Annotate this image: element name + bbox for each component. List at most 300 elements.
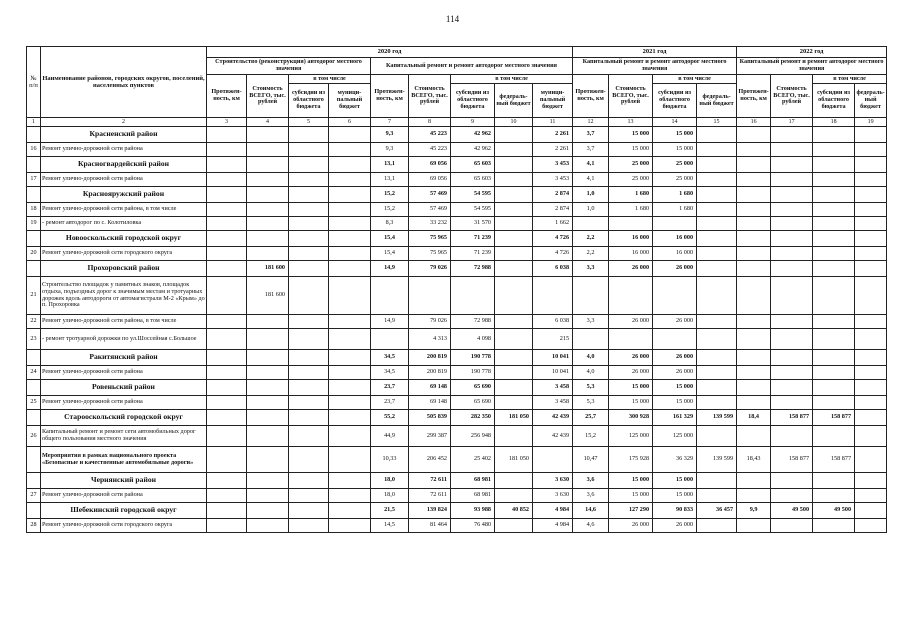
value-cell bbox=[855, 203, 887, 217]
value-cell bbox=[697, 157, 737, 173]
value-cell bbox=[495, 380, 533, 396]
header-cost: Стоимость ВСЕГО, тыс. рублей bbox=[247, 75, 289, 118]
value-cell: 36 329 bbox=[653, 447, 697, 473]
table-row bbox=[27, 329, 887, 350]
value-cell: 6 038 bbox=[533, 261, 573, 277]
value-cell: 15 000 bbox=[609, 489, 653, 503]
district-row bbox=[27, 231, 887, 247]
value-cell: 3,6 bbox=[573, 489, 609, 503]
value-cell bbox=[495, 231, 533, 247]
value-cell: 76 480 bbox=[451, 519, 495, 533]
value-cell bbox=[207, 503, 247, 519]
value-cell bbox=[495, 247, 533, 261]
value-cell bbox=[207, 366, 247, 380]
value-cell bbox=[855, 187, 887, 203]
row-index bbox=[27, 187, 41, 203]
value-cell: 2,2 bbox=[573, 231, 609, 247]
district-row bbox=[27, 261, 887, 277]
header-incl: в том числе bbox=[653, 75, 737, 84]
value-cell bbox=[247, 410, 289, 426]
value-cell bbox=[697, 473, 737, 489]
value-cell bbox=[737, 157, 771, 173]
header-2020-construction: Строительство (реконструкция) автодорог местного значения bbox=[207, 58, 371, 75]
item-name: Ремонт улично-дорожной сети района bbox=[41, 489, 207, 503]
value-cell bbox=[813, 127, 855, 143]
value-cell: 68 981 bbox=[451, 473, 495, 489]
value-cell: 139 824 bbox=[409, 503, 451, 519]
header-incl: в том числе bbox=[289, 75, 371, 84]
value-cell: 57 469 bbox=[409, 187, 451, 203]
value-cell: 42 439 bbox=[533, 426, 573, 447]
value-cell bbox=[247, 315, 289, 329]
value-cell bbox=[247, 489, 289, 503]
value-cell bbox=[289, 447, 329, 473]
row-index: 23 bbox=[27, 329, 41, 350]
value-cell: 79 026 bbox=[409, 261, 451, 277]
value-cell: 215 bbox=[533, 329, 573, 350]
value-cell bbox=[289, 173, 329, 187]
district-name: Новооскольский городской округ bbox=[41, 231, 207, 247]
row-index bbox=[27, 503, 41, 519]
item-name: Ремонт улично-дорожной сети района, в том числе bbox=[41, 203, 207, 217]
value-cell bbox=[771, 380, 813, 396]
column-number: 5 bbox=[289, 118, 329, 127]
value-cell bbox=[247, 519, 289, 533]
value-cell bbox=[697, 203, 737, 217]
value-cell: 14,9 bbox=[371, 261, 409, 277]
value-cell: 3,7 bbox=[573, 127, 609, 143]
value-cell: 158 877 bbox=[771, 447, 813, 473]
value-cell: 3 453 bbox=[533, 173, 573, 187]
value-cell: 25 000 bbox=[609, 173, 653, 187]
row-index: 27 bbox=[27, 489, 41, 503]
value-cell bbox=[737, 489, 771, 503]
value-cell: 1 680 bbox=[653, 187, 697, 203]
column-number: 3 bbox=[207, 118, 247, 127]
column-number: 8 bbox=[409, 118, 451, 127]
value-cell: 2 874 bbox=[533, 203, 573, 217]
value-cell: 54 595 bbox=[451, 187, 495, 203]
value-cell: 4 098 bbox=[451, 329, 495, 350]
value-cell: 139 599 bbox=[697, 410, 737, 426]
value-cell: 2 261 bbox=[533, 143, 573, 157]
value-cell: 34,5 bbox=[371, 366, 409, 380]
value-cell: 10 041 bbox=[533, 350, 573, 366]
value-cell: 200 819 bbox=[409, 350, 451, 366]
district-name: Краснояружский район bbox=[41, 187, 207, 203]
column-number: 1 bbox=[27, 118, 41, 127]
value-cell bbox=[855, 315, 887, 329]
value-cell bbox=[737, 473, 771, 489]
value-cell: 15,2 bbox=[371, 187, 409, 203]
item-name: Ремонт улично-дорожной сети района bbox=[41, 173, 207, 187]
value-cell bbox=[697, 187, 737, 203]
value-cell: 3 630 bbox=[533, 473, 573, 489]
value-cell bbox=[855, 329, 887, 350]
value-cell bbox=[329, 329, 371, 350]
value-cell bbox=[289, 380, 329, 396]
value-cell: 25,7 bbox=[573, 410, 609, 426]
value-cell bbox=[289, 187, 329, 203]
value-cell bbox=[609, 277, 653, 315]
value-cell bbox=[573, 277, 609, 315]
column-number-row bbox=[27, 118, 887, 127]
value-cell bbox=[737, 247, 771, 261]
item-name: - ремонт автодорог по с. Колотиловка bbox=[41, 217, 207, 231]
value-cell bbox=[855, 127, 887, 143]
district-row bbox=[27, 187, 887, 203]
value-cell bbox=[813, 473, 855, 489]
value-cell bbox=[247, 396, 289, 410]
value-cell bbox=[207, 315, 247, 329]
row-index: 25 bbox=[27, 396, 41, 410]
value-cell bbox=[247, 329, 289, 350]
value-cell bbox=[855, 143, 887, 157]
value-cell: 14,9 bbox=[371, 315, 409, 329]
value-cell: 25 000 bbox=[609, 157, 653, 173]
value-cell bbox=[737, 217, 771, 231]
value-cell bbox=[289, 473, 329, 489]
value-cell bbox=[495, 426, 533, 447]
value-cell bbox=[207, 143, 247, 157]
value-cell bbox=[813, 396, 855, 410]
value-cell bbox=[247, 231, 289, 247]
column-number: 4 bbox=[247, 118, 289, 127]
column-number: 7 bbox=[371, 118, 409, 127]
value-cell bbox=[771, 519, 813, 533]
value-cell: 81 464 bbox=[409, 519, 451, 533]
value-cell: 2 874 bbox=[533, 187, 573, 203]
table-row bbox=[27, 203, 887, 217]
value-cell: 1 680 bbox=[609, 203, 653, 217]
district-name: Ровеньский район bbox=[41, 380, 207, 396]
value-cell bbox=[771, 426, 813, 447]
value-cell bbox=[329, 350, 371, 366]
value-cell bbox=[771, 329, 813, 350]
value-cell bbox=[329, 396, 371, 410]
value-cell bbox=[207, 396, 247, 410]
district-name: Красненский район bbox=[41, 127, 207, 143]
table-row bbox=[27, 173, 887, 187]
value-cell: 127 290 bbox=[609, 503, 653, 519]
header-federal: федераль-ный бюджет bbox=[855, 84, 887, 118]
value-cell: 4,6 bbox=[573, 519, 609, 533]
value-cell bbox=[697, 277, 737, 315]
value-cell bbox=[207, 489, 247, 503]
value-cell: 206 452 bbox=[409, 447, 451, 473]
value-cell: 42 439 bbox=[533, 410, 573, 426]
value-cell: 3 458 bbox=[533, 396, 573, 410]
value-cell bbox=[771, 157, 813, 173]
value-cell bbox=[855, 519, 887, 533]
row-index bbox=[27, 473, 41, 489]
value-cell bbox=[771, 315, 813, 329]
value-cell bbox=[697, 173, 737, 187]
value-cell: 55,2 bbox=[371, 410, 409, 426]
value-cell bbox=[329, 503, 371, 519]
value-cell bbox=[609, 217, 653, 231]
row-index: 22 bbox=[27, 315, 41, 329]
value-cell: 72 611 bbox=[409, 489, 451, 503]
value-cell bbox=[207, 447, 247, 473]
value-cell bbox=[495, 173, 533, 187]
value-cell bbox=[737, 396, 771, 410]
column-number: 14 bbox=[653, 118, 697, 127]
value-cell: 139 599 bbox=[697, 447, 737, 473]
value-cell: 23,7 bbox=[371, 396, 409, 410]
value-cell bbox=[329, 410, 371, 426]
value-cell bbox=[495, 366, 533, 380]
value-cell: 72 988 bbox=[451, 261, 495, 277]
value-cell: 15 000 bbox=[653, 473, 697, 489]
value-cell: 4,0 bbox=[573, 366, 609, 380]
value-cell bbox=[207, 203, 247, 217]
row-index bbox=[27, 410, 41, 426]
value-cell bbox=[855, 247, 887, 261]
item-name: Ремонт улично-дорожной сети городского округа bbox=[41, 247, 207, 261]
value-cell bbox=[813, 277, 855, 315]
value-cell bbox=[289, 315, 329, 329]
district-row bbox=[27, 503, 887, 519]
value-cell bbox=[737, 231, 771, 247]
row-index: 17 bbox=[27, 173, 41, 187]
value-cell bbox=[495, 350, 533, 366]
header-year-2022: 2022 год bbox=[737, 47, 887, 58]
value-cell bbox=[289, 231, 329, 247]
value-cell: 15,4 bbox=[371, 247, 409, 261]
value-cell bbox=[813, 350, 855, 366]
value-cell: 31 570 bbox=[451, 217, 495, 231]
district-name: Ракитянский район bbox=[41, 350, 207, 366]
value-cell: 4,0 bbox=[573, 350, 609, 366]
value-cell: 34,5 bbox=[371, 350, 409, 366]
value-cell bbox=[329, 447, 371, 473]
value-cell bbox=[813, 187, 855, 203]
header-regional: субсидии из областного бюджета bbox=[653, 84, 697, 118]
value-cell bbox=[855, 489, 887, 503]
value-cell: 5,3 bbox=[573, 380, 609, 396]
row-index: 21 bbox=[27, 277, 41, 315]
value-cell bbox=[289, 217, 329, 231]
value-cell bbox=[771, 396, 813, 410]
value-cell bbox=[737, 350, 771, 366]
value-cell bbox=[495, 203, 533, 217]
value-cell bbox=[813, 519, 855, 533]
column-number: 2 bbox=[41, 118, 207, 127]
value-cell: 10,33 bbox=[371, 447, 409, 473]
table-row bbox=[27, 426, 887, 447]
value-cell bbox=[855, 366, 887, 380]
value-cell bbox=[855, 173, 887, 187]
value-cell bbox=[653, 329, 697, 350]
value-cell bbox=[247, 247, 289, 261]
value-cell bbox=[247, 127, 289, 143]
value-cell: 69 148 bbox=[409, 380, 451, 396]
value-cell bbox=[855, 261, 887, 277]
value-cell bbox=[771, 173, 813, 187]
row-index bbox=[27, 127, 41, 143]
value-cell bbox=[495, 157, 533, 173]
item-name: Ремонт улично-дорожной сети района bbox=[41, 396, 207, 410]
header-cost: Стоимость ВСЕГО, тыс. рублей bbox=[771, 75, 813, 118]
value-cell bbox=[533, 277, 573, 315]
value-cell bbox=[247, 187, 289, 203]
value-cell bbox=[737, 426, 771, 447]
value-cell bbox=[737, 380, 771, 396]
value-cell bbox=[289, 410, 329, 426]
value-cell: 18,0 bbox=[371, 489, 409, 503]
district-row bbox=[27, 157, 887, 173]
value-cell: 18,0 bbox=[371, 473, 409, 489]
value-cell bbox=[207, 519, 247, 533]
header-incl: в том числе bbox=[813, 75, 887, 84]
value-cell bbox=[207, 187, 247, 203]
value-cell bbox=[771, 247, 813, 261]
value-cell bbox=[771, 277, 813, 315]
value-cell: 49 500 bbox=[771, 503, 813, 519]
value-cell: 26 000 bbox=[609, 315, 653, 329]
value-cell: 25 000 bbox=[653, 157, 697, 173]
value-cell bbox=[697, 143, 737, 157]
value-cell bbox=[697, 315, 737, 329]
header-2021-repair: Капитальный ремонт и ремонт автодорог местного значения bbox=[573, 58, 737, 75]
value-cell bbox=[771, 143, 813, 157]
value-cell bbox=[207, 380, 247, 396]
value-cell bbox=[737, 173, 771, 187]
header-year-2021: 2021 год bbox=[573, 47, 737, 58]
header-2022-repair: Капитальный ремонт и ремонт автодорог местного значения bbox=[737, 58, 887, 75]
value-cell bbox=[771, 473, 813, 489]
value-cell: 65 603 bbox=[451, 173, 495, 187]
value-cell bbox=[697, 261, 737, 277]
header-municipal: муници-пальный бюджет bbox=[329, 84, 371, 118]
value-cell bbox=[855, 231, 887, 247]
district-row bbox=[27, 380, 887, 396]
item-name: Мероприятия в рамках национального проекта «Безопасные и качественные автомобильные дороги» bbox=[41, 447, 207, 473]
value-cell: 71 239 bbox=[451, 231, 495, 247]
value-cell bbox=[329, 217, 371, 231]
value-cell: 25 402 bbox=[451, 447, 495, 473]
value-cell bbox=[737, 261, 771, 277]
value-cell bbox=[495, 489, 533, 503]
value-cell bbox=[813, 426, 855, 447]
value-cell bbox=[247, 217, 289, 231]
value-cell bbox=[813, 231, 855, 247]
value-cell: 45 223 bbox=[409, 127, 451, 143]
item-name: Строительство площадок у памятных знаков, площадок отдыха, подъездных дорог к значимым местам и тротуарных дорожек вдоль автодороги от автомагистрали М-2 «Крым» до п. Прохоровка bbox=[41, 277, 207, 315]
row-index: 18 bbox=[27, 203, 41, 217]
value-cell: 21,5 bbox=[371, 503, 409, 519]
value-cell bbox=[495, 315, 533, 329]
value-cell: 23,7 bbox=[371, 380, 409, 396]
value-cell bbox=[329, 127, 371, 143]
value-cell bbox=[495, 187, 533, 203]
header-length: Протяжен-ность, км bbox=[207, 75, 247, 118]
value-cell bbox=[289, 127, 329, 143]
value-cell bbox=[289, 396, 329, 410]
value-cell: 9,3 bbox=[371, 143, 409, 157]
value-cell bbox=[207, 231, 247, 247]
value-cell bbox=[495, 473, 533, 489]
value-cell: 42 962 bbox=[451, 127, 495, 143]
value-cell bbox=[247, 503, 289, 519]
header-regional: субсидии из областного бюджета bbox=[289, 84, 329, 118]
value-cell bbox=[247, 143, 289, 157]
value-cell bbox=[697, 329, 737, 350]
value-cell: 72 988 bbox=[451, 315, 495, 329]
value-cell bbox=[289, 143, 329, 157]
value-cell: 16 000 bbox=[653, 231, 697, 247]
value-cell bbox=[771, 366, 813, 380]
column-number: 6 bbox=[329, 118, 371, 127]
column-number: 15 bbox=[697, 118, 737, 127]
district-row bbox=[27, 127, 887, 143]
value-cell bbox=[371, 277, 409, 315]
row-index: 28 bbox=[27, 519, 41, 533]
value-cell: 175 928 bbox=[609, 447, 653, 473]
district-name: Шебекинский городской округ bbox=[41, 503, 207, 519]
column-number: 12 bbox=[573, 118, 609, 127]
value-cell: 15,4 bbox=[371, 231, 409, 247]
value-cell bbox=[813, 247, 855, 261]
header-name: Наименование районов, городских округов, поселений, населенных пунктов bbox=[41, 47, 207, 118]
value-cell bbox=[289, 519, 329, 533]
value-cell: 26 000 bbox=[609, 366, 653, 380]
value-cell bbox=[207, 127, 247, 143]
value-cell bbox=[813, 173, 855, 187]
value-cell bbox=[855, 396, 887, 410]
value-cell: 45 223 bbox=[409, 143, 451, 157]
header-length: Протяжен-ность, км bbox=[371, 75, 409, 118]
value-cell bbox=[771, 203, 813, 217]
value-cell: 256 948 bbox=[451, 426, 495, 447]
header-2020-repair: Капитальный ремонт и ремонт автодорог местного значения bbox=[371, 58, 573, 75]
value-cell: 26 000 bbox=[653, 315, 697, 329]
value-cell: 26 000 bbox=[653, 366, 697, 380]
value-cell bbox=[451, 277, 495, 315]
value-cell: 26 000 bbox=[609, 350, 653, 366]
value-cell: 1,0 bbox=[573, 187, 609, 203]
item-name: Ремонт улично-дорожной сети района, в том числе bbox=[41, 315, 207, 329]
value-cell bbox=[737, 203, 771, 217]
value-cell bbox=[289, 261, 329, 277]
value-cell bbox=[813, 143, 855, 157]
value-cell bbox=[737, 127, 771, 143]
value-cell bbox=[813, 380, 855, 396]
value-cell bbox=[737, 277, 771, 315]
district-name: Старооскольский городской округ bbox=[41, 410, 207, 426]
value-cell: 158 877 bbox=[813, 410, 855, 426]
row-index bbox=[27, 261, 41, 277]
value-cell bbox=[813, 366, 855, 380]
value-cell bbox=[247, 173, 289, 187]
value-cell: 125 000 bbox=[609, 426, 653, 447]
item-name: Ремонт улично-дорожной сети района bbox=[41, 143, 207, 157]
table-row bbox=[27, 217, 887, 231]
value-cell bbox=[495, 143, 533, 157]
column-number: 17 bbox=[771, 118, 813, 127]
value-cell: 40 852 bbox=[495, 503, 533, 519]
value-cell bbox=[409, 277, 451, 315]
row-index bbox=[27, 350, 41, 366]
value-cell: 190 778 bbox=[451, 350, 495, 366]
value-cell bbox=[697, 127, 737, 143]
value-cell bbox=[247, 380, 289, 396]
value-cell: 75 965 bbox=[409, 231, 451, 247]
value-cell bbox=[855, 410, 887, 426]
value-cell: 79 026 bbox=[409, 315, 451, 329]
value-cell: 2,2 bbox=[573, 247, 609, 261]
